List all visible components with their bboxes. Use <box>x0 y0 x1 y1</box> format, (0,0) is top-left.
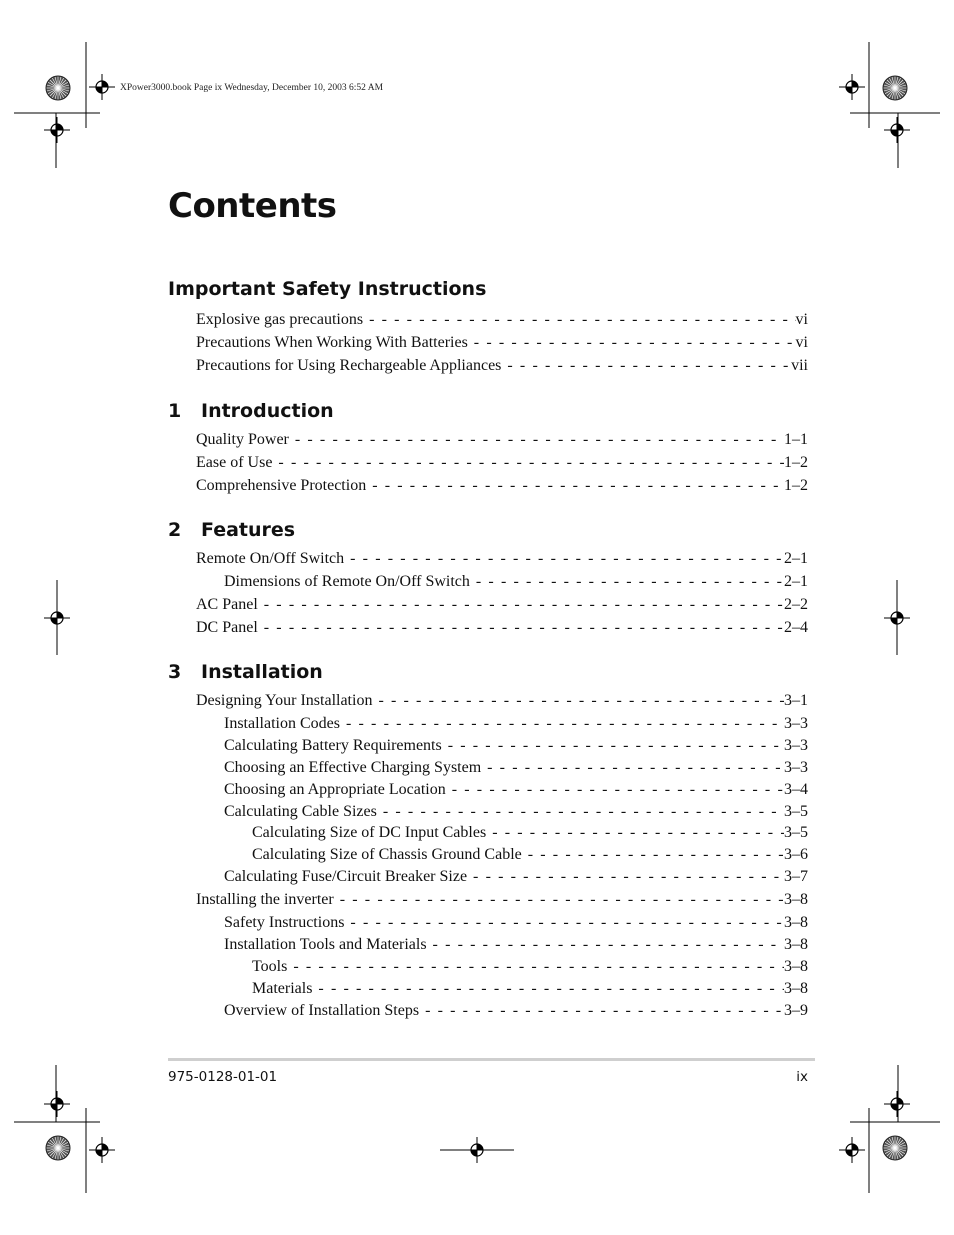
toc-entry[interactable] <box>252 824 808 846</box>
toc-entry-text: Installation Tools and Materials <box>224 936 427 953</box>
toc-entry-text: AC Panel <box>196 596 258 613</box>
toc-entry[interactable] <box>196 619 808 641</box>
toc-entry-page: 2–2 <box>784 596 808 613</box>
dot-leader <box>467 868 784 886</box>
toc-entry-page: 1–1 <box>784 431 808 448</box>
toc-entry[interactable] <box>196 477 808 499</box>
toc-entry-page: 3–6 <box>784 846 808 863</box>
registration-mark <box>884 1091 910 1117</box>
toc-entry-text: Materials <box>252 980 313 997</box>
toc-entry[interactable] <box>196 431 808 453</box>
toc-entry-text: Installing the inverter <box>196 891 334 908</box>
footer-doc-number: 975-0128-01-01 <box>168 1069 278 1085</box>
toc-entry-page: vi <box>795 334 808 351</box>
toc-entry-text: Comprehensive Protection <box>196 477 367 494</box>
toc-entry-page: 3–9 <box>784 1002 808 1019</box>
dot-leader <box>446 781 784 799</box>
toc-entry-text: Tools <box>252 958 288 975</box>
registration-mark <box>44 1091 70 1117</box>
starburst-target <box>883 76 907 100</box>
dot-leader <box>481 759 784 777</box>
toc-entry[interactable] <box>196 334 808 356</box>
dot-leader <box>287 958 784 976</box>
toc-entry-page: 1–2 <box>784 477 808 494</box>
toc-entry-text: Calculating Cable Sizes <box>224 803 377 820</box>
section-title: Installation <box>201 661 323 683</box>
toc-entry-page: 3–8 <box>784 980 808 997</box>
toc-entry[interactable] <box>196 891 808 913</box>
section-title: Important Safety Instructions <box>168 278 487 300</box>
toc-entry-page: 3–3 <box>784 715 808 732</box>
section-heading <box>168 661 323 683</box>
dot-leader <box>427 936 784 954</box>
section-number: 2 <box>168 519 182 541</box>
toc-entry-text: Designing Your Installation <box>196 692 373 709</box>
toc-entry-page: 3–3 <box>784 759 808 776</box>
toc-entry-text: Quality Power <box>196 431 289 448</box>
dot-leader <box>377 803 784 821</box>
registration-mark <box>89 1137 115 1163</box>
toc-entry-text: Calculating Fuse/Circuit Breaker Size <box>224 868 468 885</box>
toc-entry-text: Choosing an Appropriate Location <box>224 781 446 798</box>
print-slug-line: XPower3000.book Page ix Wednesday, December 10, 2003 6:52 AM <box>120 83 384 93</box>
toc-entry-page: 2–4 <box>784 619 808 636</box>
dot-leader <box>501 357 791 375</box>
toc-entry-text: Safety Instructions <box>224 914 345 931</box>
toc-entry-page: 3–8 <box>784 891 808 908</box>
toc-entry[interactable] <box>252 846 808 868</box>
footer-page-number: ix <box>796 1069 808 1085</box>
toc-entry-text: Overview of Installation Steps <box>224 1002 420 1019</box>
toc-entry-page: 3–3 <box>784 737 808 754</box>
toc-entry-text: Choosing an Effective Charging System <box>224 759 482 776</box>
registration-mark <box>839 74 865 100</box>
registration-mark <box>839 1137 865 1163</box>
toc-entry[interactable] <box>196 311 808 333</box>
toc-entry[interactable] <box>196 357 808 379</box>
registration-mark <box>89 74 115 100</box>
page-title: Contents <box>168 186 337 226</box>
dot-leader <box>312 980 784 998</box>
dot-leader <box>468 334 796 352</box>
dot-leader <box>344 914 784 932</box>
toc-entry[interactable] <box>252 958 808 980</box>
dot-leader <box>344 550 784 568</box>
registration-mark <box>884 117 910 143</box>
toc-entry[interactable] <box>224 914 808 936</box>
toc-entry[interactable] <box>224 803 808 825</box>
toc-entry-text: Explosive gas precautions <box>196 311 364 328</box>
toc-entry[interactable] <box>196 596 808 618</box>
toc-entry-page: 2–1 <box>784 550 808 567</box>
section-title: Features <box>201 519 296 541</box>
toc-entry[interactable] <box>252 980 808 1002</box>
toc-entry-page: vii <box>791 357 808 374</box>
toc-entry-page: 3–8 <box>784 958 808 975</box>
toc-entry-page: 3–7 <box>784 868 808 885</box>
toc-entry-text: Precautions When Working With Batteries <box>196 334 468 351</box>
footer-rule <box>168 1058 815 1061</box>
toc-entry-text: DC Panel <box>196 619 258 636</box>
dot-leader <box>419 1002 784 1020</box>
toc-entry-page: 3–1 <box>784 692 808 709</box>
starburst-target <box>883 1136 907 1160</box>
toc-entry[interactable] <box>196 550 808 572</box>
toc-entry[interactable] <box>224 573 808 595</box>
toc-entry-page: 3–5 <box>784 824 808 841</box>
dot-leader <box>258 619 784 637</box>
dot-leader <box>334 891 784 909</box>
dot-leader <box>372 692 784 710</box>
dot-leader <box>442 737 784 755</box>
dot-leader <box>258 596 784 614</box>
toc-entry-page: 1–2 <box>784 454 808 471</box>
toc-entry[interactable] <box>224 868 808 890</box>
toc-entry-text: Dimensions of Remote On/Off Switch <box>224 573 470 590</box>
starburst-target <box>46 1136 70 1160</box>
toc-entry-page: 3–5 <box>784 803 808 820</box>
toc-entry-text: Installation Codes <box>224 715 340 732</box>
section-number: 1 <box>168 400 182 422</box>
toc-entry[interactable] <box>224 737 808 759</box>
toc-entry-page: vi <box>795 311 808 328</box>
dot-leader <box>272 454 784 472</box>
section-heading <box>168 519 295 541</box>
registration-mark <box>44 117 70 143</box>
dot-leader <box>522 846 784 864</box>
section-number: 3 <box>168 661 182 683</box>
dot-leader <box>486 824 784 842</box>
toc-entry-text: Ease of Use <box>196 454 273 471</box>
toc-entry-text: Calculating Size of Chassis Ground Cable <box>252 846 522 863</box>
section-heading <box>168 400 334 422</box>
toc-entry-page: 2–1 <box>784 573 808 590</box>
dot-leader <box>366 477 784 495</box>
toc-entry-text: Precautions for Using Rechargeable Appliances <box>196 357 502 374</box>
toc-entry[interactable] <box>224 715 808 737</box>
toc-entry[interactable] <box>224 781 808 803</box>
toc-entry-text: Calculating Battery Requirements <box>224 737 442 754</box>
starburst-target <box>46 76 70 100</box>
toc-entry-page: 3–4 <box>784 781 808 798</box>
toc-entry[interactable] <box>196 454 808 476</box>
toc-entry[interactable] <box>224 759 808 781</box>
dot-leader <box>363 311 795 329</box>
toc-entry-page: 3–8 <box>784 914 808 931</box>
toc-entry[interactable] <box>196 692 808 714</box>
toc-entry[interactable] <box>224 1002 808 1024</box>
toc-entry-text: Remote On/Off Switch <box>196 550 345 567</box>
section-heading <box>168 278 486 300</box>
dot-leader <box>289 431 784 449</box>
dot-leader <box>470 573 784 591</box>
toc-entry-page: 3–8 <box>784 936 808 953</box>
dot-leader <box>340 715 784 733</box>
toc-entry-text: Calculating Size of DC Input Cables <box>252 824 487 841</box>
toc-entry[interactable] <box>224 936 808 958</box>
section-title: Introduction <box>201 400 334 422</box>
